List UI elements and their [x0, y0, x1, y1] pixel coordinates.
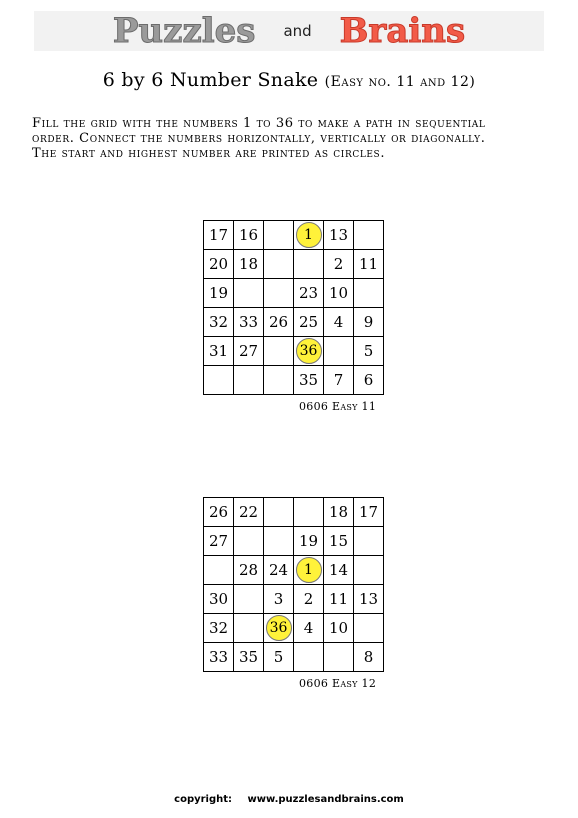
cell-number: 9	[363, 313, 374, 331]
grid-row	[204, 221, 384, 250]
grid-row	[204, 556, 384, 585]
grid-cell[interactable]	[324, 585, 354, 614]
grid-row	[204, 643, 384, 672]
cell-number: 20	[208, 255, 229, 273]
grid-row	[204, 337, 384, 366]
puzzle-label-12: 0606 Easy 12	[299, 677, 377, 690]
grid-cell[interactable]	[264, 527, 294, 556]
circled-number: 36	[266, 615, 292, 641]
grid-cell[interactable]	[204, 585, 234, 614]
cell-number: 6	[363, 371, 374, 389]
cell-number: 30	[208, 590, 229, 608]
cell-number: 35	[238, 648, 259, 666]
grid-cell[interactable]	[324, 498, 354, 527]
grid-cell[interactable]	[324, 308, 354, 337]
puzzle-grid-12	[203, 497, 384, 672]
cell-number: 13	[328, 226, 349, 244]
logo-puzzles: Puzzles	[112, 11, 256, 51]
grid-cell[interactable]	[354, 250, 384, 279]
grid-cell[interactable]	[324, 366, 354, 395]
grid-cell[interactable]	[264, 585, 294, 614]
cell-number: 18	[238, 255, 259, 273]
grid-cell[interactable]	[204, 556, 234, 585]
grid-cell[interactable]	[354, 585, 384, 614]
grid-cell[interactable]	[204, 279, 234, 308]
cell-number: 11	[328, 590, 349, 608]
grid-cell[interactable]	[234, 585, 264, 614]
cell-number: 27	[238, 342, 259, 360]
circled-number: 1	[296, 222, 322, 248]
grid-cell[interactable]	[324, 279, 354, 308]
grid-cell[interactable]	[204, 614, 234, 643]
cell-number: 32	[208, 313, 229, 331]
grid-cell[interactable]	[294, 337, 324, 366]
grid-cell[interactable]	[264, 366, 294, 395]
page-title	[0, 69, 578, 91]
instructions-line: Fill the grid with the numbers 1 to 36 to make a path in sequential	[32, 116, 486, 131]
grid-cell[interactable]	[264, 643, 294, 672]
cell-number: 24	[268, 561, 289, 579]
cell-number: 5	[273, 648, 284, 666]
grid-cell[interactable]	[264, 250, 294, 279]
cell-number: 8	[363, 648, 374, 666]
cell-number: 33	[208, 648, 229, 666]
grid-cell[interactable]	[204, 366, 234, 395]
grid-cell[interactable]	[234, 643, 264, 672]
grid-row	[204, 250, 384, 279]
page-title-main: 6 by 6 Number Snake	[102, 69, 319, 91]
grid-cell[interactable]	[294, 527, 324, 556]
grid-cell[interactable]	[204, 221, 234, 250]
cell-number: 14	[328, 561, 349, 579]
cell-number: 16	[238, 226, 259, 244]
grid-cell[interactable]	[354, 221, 384, 250]
grid-cell[interactable]	[294, 643, 324, 672]
grid-cell[interactable]	[234, 221, 264, 250]
puzzle-grid-11	[203, 220, 384, 395]
circled-number: 1	[296, 557, 322, 583]
logo-and: and	[283, 22, 312, 40]
cell-number: 33	[238, 313, 259, 331]
grid-row	[204, 279, 384, 308]
instructions	[32, 116, 562, 161]
puzzle-label-11: 0606 Easy 11	[299, 400, 377, 413]
copyright-label: copyright:	[174, 794, 233, 805]
cell-number: 26	[268, 313, 289, 331]
header-banner	[34, 11, 544, 51]
grid-cell[interactable]	[234, 337, 264, 366]
grid-cell[interactable]	[354, 614, 384, 643]
grid-cell[interactable]	[354, 643, 384, 672]
cell-number: 10	[328, 619, 349, 637]
cell-number: 26	[208, 503, 229, 521]
cell-number: 15	[328, 532, 349, 550]
grid-cell[interactable]	[324, 614, 354, 643]
cell-number: 7	[333, 371, 344, 389]
grid-cell[interactable]	[204, 337, 234, 366]
grid-cell[interactable]	[324, 250, 354, 279]
grid-cell[interactable]	[354, 498, 384, 527]
grid-row	[204, 498, 384, 527]
instructions-line: order. Connect the numbers horizontally, vertically or diagonally.	[32, 131, 486, 146]
grid-row	[204, 308, 384, 337]
cell-number: 18	[328, 503, 349, 521]
cell-number: 2	[303, 590, 314, 608]
grid-cell[interactable]	[354, 337, 384, 366]
grid-cell[interactable]	[204, 643, 234, 672]
grid-cell[interactable]	[204, 308, 234, 337]
grid-cell[interactable]	[204, 527, 234, 556]
grid-cell[interactable]	[354, 308, 384, 337]
cell-number: 4	[303, 619, 314, 637]
grid-cell[interactable]	[354, 527, 384, 556]
grid-cell[interactable]	[324, 527, 354, 556]
grid-cell[interactable]	[234, 556, 264, 585]
cell-number: 19	[208, 284, 229, 302]
grid-row	[204, 527, 384, 556]
grid-cell[interactable]	[354, 279, 384, 308]
cell-number: 25	[298, 313, 319, 331]
grid-row	[204, 585, 384, 614]
cell-number: 32	[208, 619, 229, 637]
cell-number: 22	[238, 503, 259, 521]
cell-number: 17	[208, 226, 229, 244]
grid-cell[interactable]	[354, 556, 384, 585]
grid-cell[interactable]	[294, 250, 324, 279]
grid-cell[interactable]	[234, 250, 264, 279]
cell-number: 10	[328, 284, 349, 302]
cell-number: 19	[298, 532, 319, 550]
grid-cell[interactable]	[234, 498, 264, 527]
cell-number: 27	[208, 532, 229, 550]
grid-cell[interactable]	[264, 498, 294, 527]
grid-cell[interactable]	[354, 366, 384, 395]
grid-cell[interactable]	[324, 556, 354, 585]
cell-number: 31	[208, 342, 229, 360]
cell-number: 17	[358, 503, 379, 521]
grid-cell[interactable]	[264, 308, 294, 337]
cell-number: 3	[273, 590, 284, 608]
cell-number: 11	[358, 255, 379, 273]
logo-brains: Brains	[339, 11, 466, 51]
cell-number: 2	[333, 255, 344, 273]
grid-cell[interactable]	[264, 221, 294, 250]
instructions-line: The start and highest number are printed as circles.	[32, 146, 386, 161]
grid-cell[interactable]	[264, 614, 294, 643]
grid-cell[interactable]	[294, 221, 324, 250]
grid-cell[interactable]	[234, 614, 264, 643]
cell-number: 4	[333, 313, 344, 331]
grid-cell[interactable]	[324, 221, 354, 250]
grid-cell[interactable]	[294, 556, 324, 585]
grid-cell[interactable]	[294, 614, 324, 643]
grid-cell[interactable]	[324, 643, 354, 672]
grid-cell[interactable]	[204, 250, 234, 279]
grid-cell[interactable]	[264, 337, 294, 366]
cell-number: 28	[238, 561, 259, 579]
grid-cell[interactable]	[234, 527, 264, 556]
grid-cell[interactable]	[294, 279, 324, 308]
grid-cell[interactable]	[204, 498, 234, 527]
cell-number: 13	[358, 590, 379, 608]
grid-cell[interactable]	[294, 498, 324, 527]
grid-cell[interactable]	[294, 366, 324, 395]
grid-cell[interactable]	[264, 279, 294, 308]
cell-number: 5	[363, 342, 374, 360]
grid-cell[interactable]	[234, 279, 264, 308]
grid-cell[interactable]	[294, 585, 324, 614]
grid-cell[interactable]	[264, 556, 294, 585]
footer	[0, 794, 578, 805]
grid-row	[204, 614, 384, 643]
circled-number: 36	[296, 338, 322, 364]
grid-cell[interactable]	[234, 308, 264, 337]
grid-cell[interactable]	[294, 308, 324, 337]
grid-cell[interactable]	[234, 366, 264, 395]
page-title-subtitle: (Easy no. 11 and 12)	[324, 74, 476, 90]
grid-cell[interactable]	[324, 337, 354, 366]
cell-number: 23	[298, 284, 319, 302]
cell-number: 35	[298, 371, 319, 389]
website-link[interactable]: www.puzzlesandbrains.com	[247, 794, 404, 805]
grid-row	[204, 366, 384, 395]
